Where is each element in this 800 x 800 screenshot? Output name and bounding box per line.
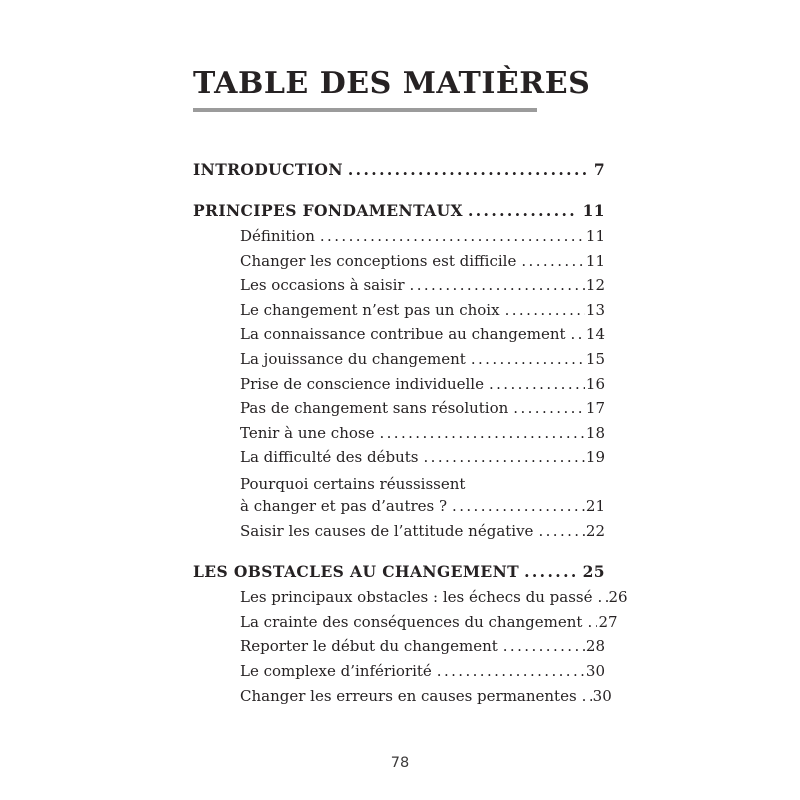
- toc-entry-page-number: 22: [585, 521, 605, 540]
- dot-leader: [571, 322, 585, 347]
- toc-entry-page-number: 14: [585, 325, 605, 344]
- toc-entry-label: La difficulté des débuts: [240, 448, 419, 467]
- toc-entry-label: Le changement n’est pas un choix: [240, 300, 500, 319]
- page-title: TABLE DES MATIÈRES: [193, 66, 591, 101]
- toc-entry-page-number: 7: [593, 160, 605, 179]
- toc-entry-page-number: 28: [585, 637, 605, 656]
- dot-leader: [410, 273, 585, 298]
- toc-entry-label: La connaissance contribue au changement: [240, 325, 566, 344]
- toc-entry[interactable]: [193, 198, 605, 223]
- toc-entry[interactable]: [193, 224, 605, 249]
- dot-leader: [452, 494, 585, 519]
- toc-entry-page-number: 16: [585, 374, 605, 393]
- toc-entry[interactable]: [193, 684, 612, 709]
- toc-entry[interactable]: [193, 470, 605, 519]
- dot-leader: [598, 585, 608, 610]
- toc-entry-label: Reporter le début du changement: [240, 637, 498, 656]
- toc-entry-page-number: 11: [585, 251, 605, 270]
- toc-entry[interactable]: [193, 157, 605, 182]
- toc-entry-label: Changer les erreurs en causes permanentes: [240, 686, 577, 705]
- toc-entry-page-number: 18: [585, 423, 605, 442]
- dot-leader: [348, 157, 587, 182]
- toc-entry-label: Tenir à une chose: [240, 423, 375, 442]
- toc-entry-page-number: 15: [585, 349, 605, 368]
- dot-leader: [468, 198, 576, 223]
- toc-entry-page-number: 17: [585, 399, 605, 418]
- toc-entry[interactable]: [193, 659, 605, 684]
- toc-entry[interactable]: [193, 610, 618, 635]
- toc-entry-page-number: 19: [585, 448, 605, 467]
- toc-entry-page-number: 13: [585, 300, 605, 319]
- toc-entry-page-number: 27: [598, 612, 618, 631]
- toc-entry-page-number: 12: [585, 276, 605, 295]
- title-rule: [193, 108, 537, 112]
- toc-entry-label: INTRODUCTION: [193, 160, 343, 179]
- toc-entry-label: Le complexe d’infériorité: [240, 661, 432, 680]
- toc-entry[interactable]: [193, 322, 605, 347]
- toc-entry-label: Définition: [240, 227, 315, 245]
- dot-leader: [587, 610, 597, 635]
- dot-leader: [505, 298, 585, 323]
- toc-entry[interactable]: [193, 347, 605, 372]
- toc-entry[interactable]: [193, 585, 628, 610]
- dot-leader: [489, 372, 585, 397]
- dot-leader: [538, 519, 584, 544]
- toc-entry[interactable]: [193, 634, 605, 659]
- toc-entry[interactable]: [193, 372, 605, 397]
- table-of-contents: [193, 157, 628, 708]
- toc-entry-label: Saisir les causes de l’attitude négative: [240, 521, 534, 540]
- toc-entry[interactable]: [193, 249, 605, 274]
- toc-entry-label: PRINCIPES FONDAMENTAUX: [193, 201, 463, 220]
- dot-leader: [471, 347, 585, 372]
- toc-entry-label-line1: Pourquoi certains réussissent: [240, 474, 466, 493]
- toc-entry[interactable]: [193, 298, 605, 323]
- toc-entry[interactable]: [193, 273, 605, 298]
- toc-entry-page-number: 26: [608, 588, 628, 607]
- dot-leader: [423, 445, 584, 470]
- toc-entry[interactable]: [193, 559, 605, 584]
- toc-entry[interactable]: [193, 445, 605, 470]
- toc-entry[interactable]: [193, 396, 605, 421]
- toc-entry-page-number: 21: [585, 496, 605, 515]
- toc-entry-page-number: 11: [585, 227, 605, 245]
- toc-entry-label: Les occasions à saisir: [240, 276, 405, 295]
- dot-leader: [320, 224, 585, 249]
- toc-entry-label: Pas de changement sans résolution: [240, 399, 509, 418]
- dot-leader: [582, 684, 592, 709]
- dot-leader: [521, 249, 585, 274]
- toc-entry[interactable]: [193, 519, 605, 544]
- toc-entry-page-number: 11: [582, 201, 605, 220]
- toc-entry-label: Les principaux obstacles : les échecs du passé: [240, 588, 593, 607]
- toc-entry-page-number: 30: [592, 686, 612, 705]
- page-number-footer: 78: [390, 755, 410, 771]
- toc-entry-page-number: 30: [585, 661, 605, 680]
- toc-entry-label: La crainte des conséquences du changement: [240, 612, 583, 631]
- toc-entry-page-number: 25: [582, 562, 605, 582]
- dot-leader: [437, 659, 585, 684]
- toc-entry-label: La jouissance du changement: [240, 349, 466, 368]
- dot-leader: [379, 421, 584, 446]
- toc-entry-label: Prise de conscience individuelle: [240, 374, 484, 393]
- dot-leader: [513, 396, 585, 421]
- dot-leader: [524, 559, 576, 584]
- toc-entry-label: LES OBSTACLES AU CHANGEMENT: [193, 562, 520, 582]
- dot-leader: [503, 634, 585, 659]
- toc-entry-label: à changer et pas d’autres ?: [240, 496, 448, 515]
- toc-entry-label: Changer les conceptions est difficile: [240, 251, 517, 270]
- toc-entry[interactable]: [193, 421, 605, 446]
